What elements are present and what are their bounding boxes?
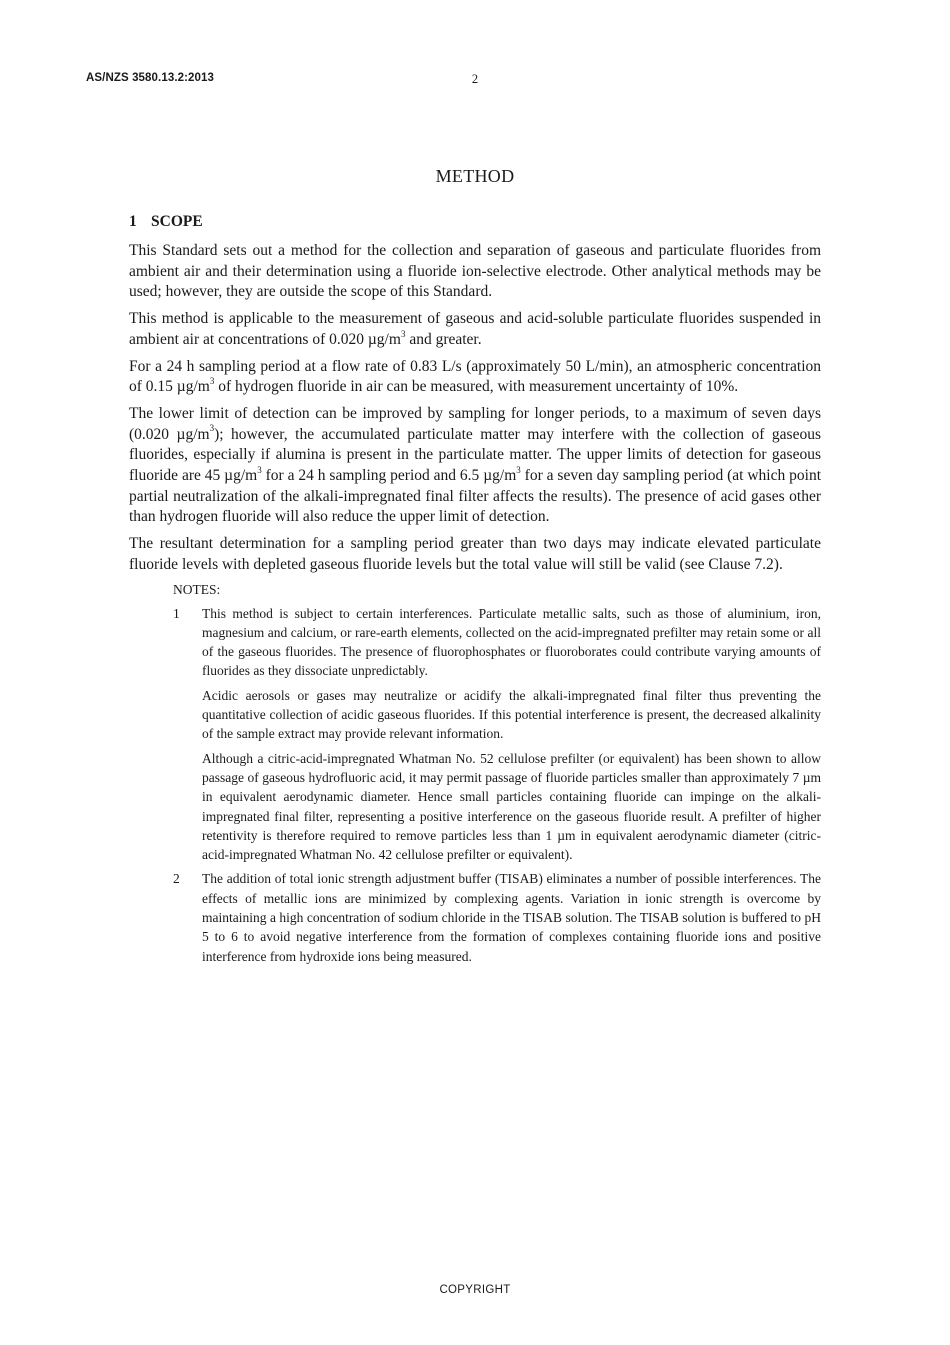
copyright-footer: COPYRIGHT <box>439 1284 511 1296</box>
clause-heading <box>129 213 821 231</box>
standard-identifier: AS/NZS 3580.13.2:2013 <box>86 72 215 84</box>
scope-paragraph-2: This method is applicable to the measurement of gaseous and acid-soluble particulate fluorides suspended in ambient air at concentrations of 0.020 $\mu g/m^3$ and greater. <box>129 310 821 348</box>
clause-section <box>129 213 821 971</box>
scope-paragraph-3: For a 24 h sampling period at a flow rate of 0.83 L/s (approximately 50 L/min), an atmospheric concentration of 0.15 $\mu g/m^3$ of hydrogen fluoride in air can be measured, with measurement uncertainty of 10%. <box>129 357 821 396</box>
note-number: 1 <box>173 605 180 621</box>
scope-paragraph-5: The resultant determination for a sampling period greater than two days may indicate elevated particulate fluoride levels with depleted gaseous fluoride levels but the total value will still be valid (see Clause 7.2). <box>129 535 821 573</box>
note-number: 2 <box>173 871 180 887</box>
page-number: 2 <box>471 72 479 86</box>
note-paragraph: This method is subject to certain interferences. Particulate metallic salts, such as those of aluminium, iron, magnesium and calcium, or rare-earth elements, collected on the acid-impregnated prefilter may retain some or all of the gaseous fluorides. The presence of fluorophosphates or fluoroborates could contribute varying amounts of fluorides as they dissociate unpredictably. <box>202 605 821 679</box>
clause-title: SCOPE <box>151 213 203 230</box>
note-paragraph: The addition of total ionic strength adjustment buffer (TISAB) eliminates a number of possible interferences. The effects of metallic ions are minimized by complexing agents. Variation in ionic strength is overcome by maintaining a high concentration of sodium chloride in the TISAB solution. The TISAB solution is buffered to pH 5 to 6 to avoid negative interference from the formation of complexes containing fluoride ions and positive interference from hydroxide ions being measured. <box>202 871 821 964</box>
notes-label: NOTES: <box>173 581 221 597</box>
note-paragraph: Although a citric-acid-impregnated Whatman No. 52 cellulose prefilter (or equivalent) has been shown to allow passage of gaseous hydrofluoric acid, it may permit passage of fluoride particles smaller than approximately 7 µm in equivalent aerodynamic diameter. Hence small particles containing fluoride can impinge on the alkali-impregnated final filter, representing a positive interference on the gaseous fluoride result. A prefilter of higher retentivity is therefore required to remove particles less than 1 µm in equivalent aerodynamic diameter (citric-acid-impregnated Whatman No. 42 cellulose prefilter or equivalent). <box>202 750 821 863</box>
clause-number: 1 <box>129 213 137 230</box>
scope-paragraph-1: This Standard sets out a method for the collection and separation of gaseous and particulate fluorides from ambient air and their determination using a fluoride ion-selective electrode. Other analytical methods may be used; however, they are outside the scope of this Standard. <box>129 242 821 301</box>
note-item <box>173 604 821 865</box>
note-item <box>173 869 821 965</box>
scope-paragraph-4: The lower limit of detection can be improved by sampling for longer periods, to a maximum of seven days (0.020 $\mu g/m^3$); however, the accumulated particulate matter may interfere with the collection of gaseous fluorides, especially if alumina is present in the particulate matter. The upper limits of detection for gaseous fluoride are 45 $\mu g/m^3$ for a 24 h sampling period and 6.5 $\mu g/m^3$ for a seven day sampling period (at which point partial neutralization of the alkali-impregnated final filter affects the results). The presence of acid gases other than hydrogen fluoride will also reduce the upper limit of detection. <box>129 404 821 526</box>
note-paragraph: Acidic aerosols or gases may neutralize or acidify the alkali-impregnated final filter thus preventing the quantitative collection of acidic gaseous fluorides. If this potential interference is present, the decreased alkalinity of the sample extract may provide relevant information. <box>202 687 821 742</box>
method-title: METHOD <box>435 166 515 186</box>
